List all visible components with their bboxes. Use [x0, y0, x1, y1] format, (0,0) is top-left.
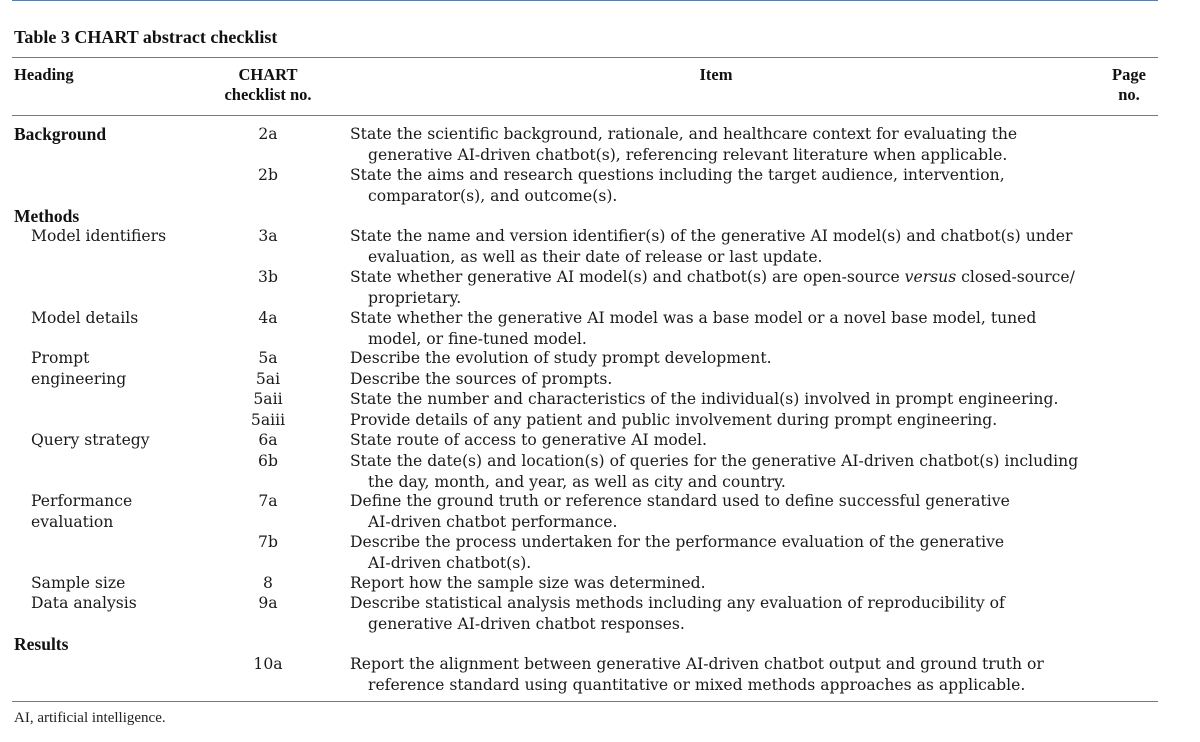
- item-line-part: closed-source/: [956, 268, 1075, 286]
- item-line: AI-driven chatbot(s).: [368, 553, 532, 572]
- subheading-data-analysis: Data analysis: [31, 594, 137, 612]
- table-row-item: [350, 430, 1110, 451]
- item-line-part: State whether generative AI model(s) and chatbot(s) are open-source: [350, 268, 905, 286]
- column-header-page-no-line2: no.: [1118, 85, 1140, 104]
- item-line: State the number and characteristics of the individual(s) involved in prompt engineering.: [350, 390, 1059, 408]
- table-footnote: AI, artificial intelligence.: [14, 710, 166, 726]
- table-row-item: [350, 410, 1110, 431]
- top-rule: [12, 0, 1158, 1]
- header-top-rule: [12, 57, 1158, 58]
- table-row-item: [350, 654, 1110, 695]
- item-line: Provide details of any patient and public involvement during prompt engineering.: [350, 411, 998, 429]
- table-row-item: [350, 451, 1110, 492]
- checklist-no: 5ai: [255, 370, 281, 388]
- item-line: proprietary.: [368, 288, 462, 307]
- checklist-no: 5a: [258, 349, 278, 367]
- checklist-no: 10a: [253, 655, 283, 673]
- column-header-heading: Heading: [14, 65, 74, 84]
- subheading-performance-evaluation: [31, 491, 132, 532]
- checklist-no: 7b: [258, 533, 278, 551]
- item-line: AI-driven chatbot performance.: [368, 512, 618, 531]
- item-line: model, or fine-tuned model.: [368, 329, 587, 348]
- item-line: reference standard using quantitative or mixed methods approaches as applicable.: [368, 675, 1026, 694]
- subheading-prompt-engineering-line2: engineering: [31, 369, 127, 388]
- section-results: Results: [14, 634, 69, 654]
- item-line: State whether the generative AI model was a base model or a novel base model, tuned: [350, 309, 1037, 327]
- item-line: comparator(s), and outcome(s).: [368, 186, 618, 205]
- section-methods: Methods: [14, 206, 80, 226]
- table-row-item: [350, 165, 1110, 206]
- checklist-no: 5aiii: [250, 411, 286, 429]
- table-row-item: [350, 573, 1110, 594]
- item-line: State the aims and research questions including the target audience, intervention,: [350, 166, 1005, 184]
- item-line: Describe statistical analysis methods including any evaluation of reproducibility of: [350, 594, 1005, 612]
- column-header-checklist-no-line1: CHART: [238, 65, 298, 84]
- table-row-item: [350, 308, 1110, 349]
- table-row-item: [350, 267, 1110, 308]
- item-line: evaluation, as well as their date of release or last update.: [368, 247, 823, 266]
- subheading-performance-evaluation-line1: Performance: [31, 492, 133, 510]
- table-row-item: [350, 593, 1110, 634]
- subheading-sample-size: Sample size: [31, 574, 126, 592]
- table-caption: Table 3 CHART abstract checklist: [14, 27, 278, 47]
- item-line: Describe the evolution of study prompt development.: [350, 349, 772, 367]
- item-line: Report how the sample size was determined.: [350, 574, 706, 592]
- checklist-no: 8: [263, 574, 273, 592]
- header-bottom-rule: [12, 115, 1158, 116]
- table-row-item: [350, 389, 1110, 410]
- subheading-model-details: Model details: [31, 309, 139, 327]
- checklist-no: 9a: [258, 594, 278, 612]
- subheading-model-identifiers: Model identifiers: [31, 227, 167, 245]
- table-row-item: [350, 369, 1110, 390]
- checklist-no: 6a: [258, 431, 278, 449]
- item-line: Report the alignment between generative AI-driven chatbot output and ground truth or: [350, 655, 1044, 673]
- table-row-item: [350, 491, 1110, 532]
- item-line-emphasis: versus: [904, 268, 957, 286]
- checklist-no: 3b: [258, 268, 278, 286]
- item-line: State the name and version identifier(s) of the generative AI model(s) and chatbot(s) under: [350, 227, 1073, 245]
- item-line: State the scientific background, rationale, and healthcare context for evaluating the: [350, 125, 1018, 143]
- column-header-page-no: [1100, 65, 1158, 105]
- checklist-no: 6b: [258, 452, 278, 470]
- table-row-item: [350, 348, 1110, 369]
- subheading-query-strategy: Query strategy: [31, 431, 150, 449]
- item-line: State the date(s) and location(s) of queries for the generative AI-driven chatbot(s) including: [350, 452, 1079, 470]
- column-header-page-no-line1: Page: [1112, 65, 1146, 84]
- table-bottom-rule: [12, 701, 1158, 702]
- table-row-item: [350, 532, 1110, 573]
- subheading-prompt-engineering-line1: Prompt: [31, 349, 90, 367]
- checklist-no: 4a: [258, 309, 278, 327]
- column-header-checklist-no: [208, 65, 328, 105]
- item-line: the day, month, and year, as well as city and country.: [368, 472, 786, 491]
- checklist-no: 3a: [258, 227, 278, 245]
- item-line: generative AI-driven chatbot(s), referencing relevant literature when applicable.: [368, 145, 1008, 164]
- item-line: Define the ground truth or reference standard used to define successful generative: [350, 492, 1010, 510]
- item-line: generative AI-driven chatbot responses.: [368, 614, 685, 633]
- column-header-checklist-no-line2: checklist no.: [224, 85, 312, 104]
- item-line: State route of access to generative AI model.: [350, 431, 707, 449]
- checklist-no: 2b: [258, 166, 278, 184]
- checklist-no: 2a: [258, 125, 278, 143]
- table-row-item: [350, 226, 1110, 267]
- subheading-performance-evaluation-line2: evaluation: [31, 512, 114, 531]
- item-line: Describe the process undertaken for the performance evaluation of the generative: [350, 533, 1005, 551]
- column-header-item: Item: [699, 65, 733, 84]
- item-line: Describe the sources of prompts.: [350, 370, 613, 388]
- checklist-no: 5aii: [253, 390, 283, 408]
- section-background: Background: [14, 124, 107, 144]
- item-line: [350, 267, 1110, 288]
- table-row-item: [350, 124, 1110, 165]
- checklist-no: 7a: [258, 492, 278, 510]
- subheading-prompt-engineering: [31, 348, 126, 389]
